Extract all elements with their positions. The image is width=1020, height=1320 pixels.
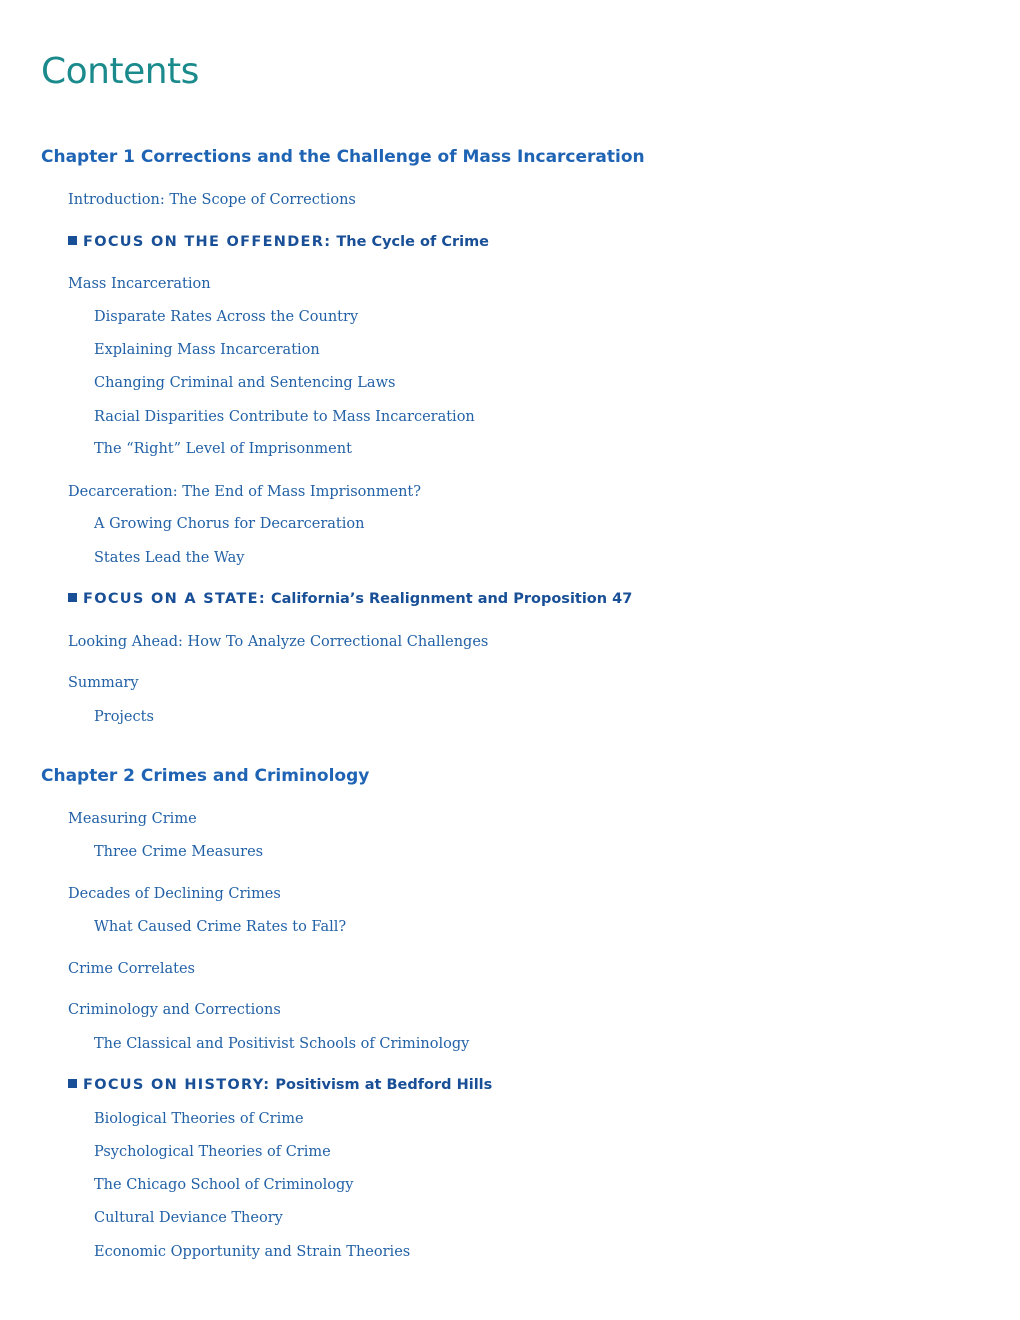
toc-entry[interactable]: Introduction: The Scope of Corrections	[68, 192, 356, 208]
toc-subentry[interactable]: States Lead the Way	[94, 550, 245, 566]
focus-title: The Cycle of Crime	[331, 234, 490, 250]
toc-entry[interactable]: Crime Correlates	[68, 961, 196, 977]
focus-label: FOCUS ON HISTORY:	[83, 1077, 271, 1093]
toc-subentry[interactable]: Cultural Deviance Theory	[94, 1210, 283, 1226]
toc-chapter-1[interactable]: Chapter 1 Corrections and the Challenge of Mass Incarceration	[41, 147, 645, 167]
focus-label: FOCUS ON THE OFFENDER:	[83, 234, 332, 250]
toc-subentry[interactable]: Biological Theories of Crime	[94, 1111, 304, 1127]
toc-entry[interactable]: Decades of Declining Crimes	[68, 886, 281, 902]
toc-subentry[interactable]: The Chicago School of Criminology	[94, 1177, 354, 1193]
square-bullet-icon	[68, 593, 77, 602]
toc-focus-entry[interactable]	[68, 232, 489, 252]
toc-focus-entry[interactable]	[68, 589, 632, 609]
toc-subentry[interactable]: A Growing Chorus for Decarceration	[94, 516, 365, 532]
toc-subentry[interactable]: The “Right” Level of Imprisonment	[94, 441, 352, 457]
toc-subentry[interactable]: Explaining Mass Incarceration	[94, 342, 320, 358]
toc-subentry[interactable]: Changing Criminal and Sentencing Laws	[94, 375, 396, 391]
toc-entry[interactable]: Measuring Crime	[68, 811, 197, 827]
page-title: Contents	[41, 51, 199, 92]
toc-subentry[interactable]: Disparate Rates Across the Country	[94, 309, 359, 325]
toc-chapter-2[interactable]: Chapter 2 Crimes and Criminology	[41, 766, 370, 786]
toc-subentry[interactable]: Projects	[94, 709, 154, 725]
toc-subentry[interactable]: Three Crime Measures	[94, 844, 264, 860]
focus-title: California’s Realignment and Proposition 47	[265, 591, 633, 607]
toc-subentry[interactable]: What Caused Crime Rates to Fall?	[94, 919, 347, 935]
toc-subentry[interactable]: The Classical and Positivist Schools of Criminology	[94, 1036, 470, 1052]
toc-entry[interactable]: Decarceration: The End of Mass Imprisonment?	[68, 484, 422, 500]
toc-entry[interactable]: Summary	[68, 675, 139, 691]
toc-subentry[interactable]: Economic Opportunity and Strain Theories	[94, 1244, 411, 1260]
square-bullet-icon	[68, 236, 77, 245]
focus-title: Positivism at Bedford Hills	[270, 1077, 493, 1093]
toc-entry[interactable]: Looking Ahead: How To Analyze Correctional Challenges	[68, 634, 489, 650]
square-bullet-icon	[68, 1079, 77, 1088]
toc-subentry[interactable]: Racial Disparities Contribute to Mass Incarceration	[94, 409, 475, 425]
focus-label: FOCUS ON A STATE:	[83, 591, 266, 607]
toc-entry[interactable]: Mass Incarceration	[68, 276, 211, 292]
toc-focus-entry[interactable]	[68, 1075, 492, 1095]
toc-subentry[interactable]: Psychological Theories of Crime	[94, 1144, 331, 1160]
toc-entry[interactable]: Criminology and Corrections	[68, 1002, 281, 1018]
